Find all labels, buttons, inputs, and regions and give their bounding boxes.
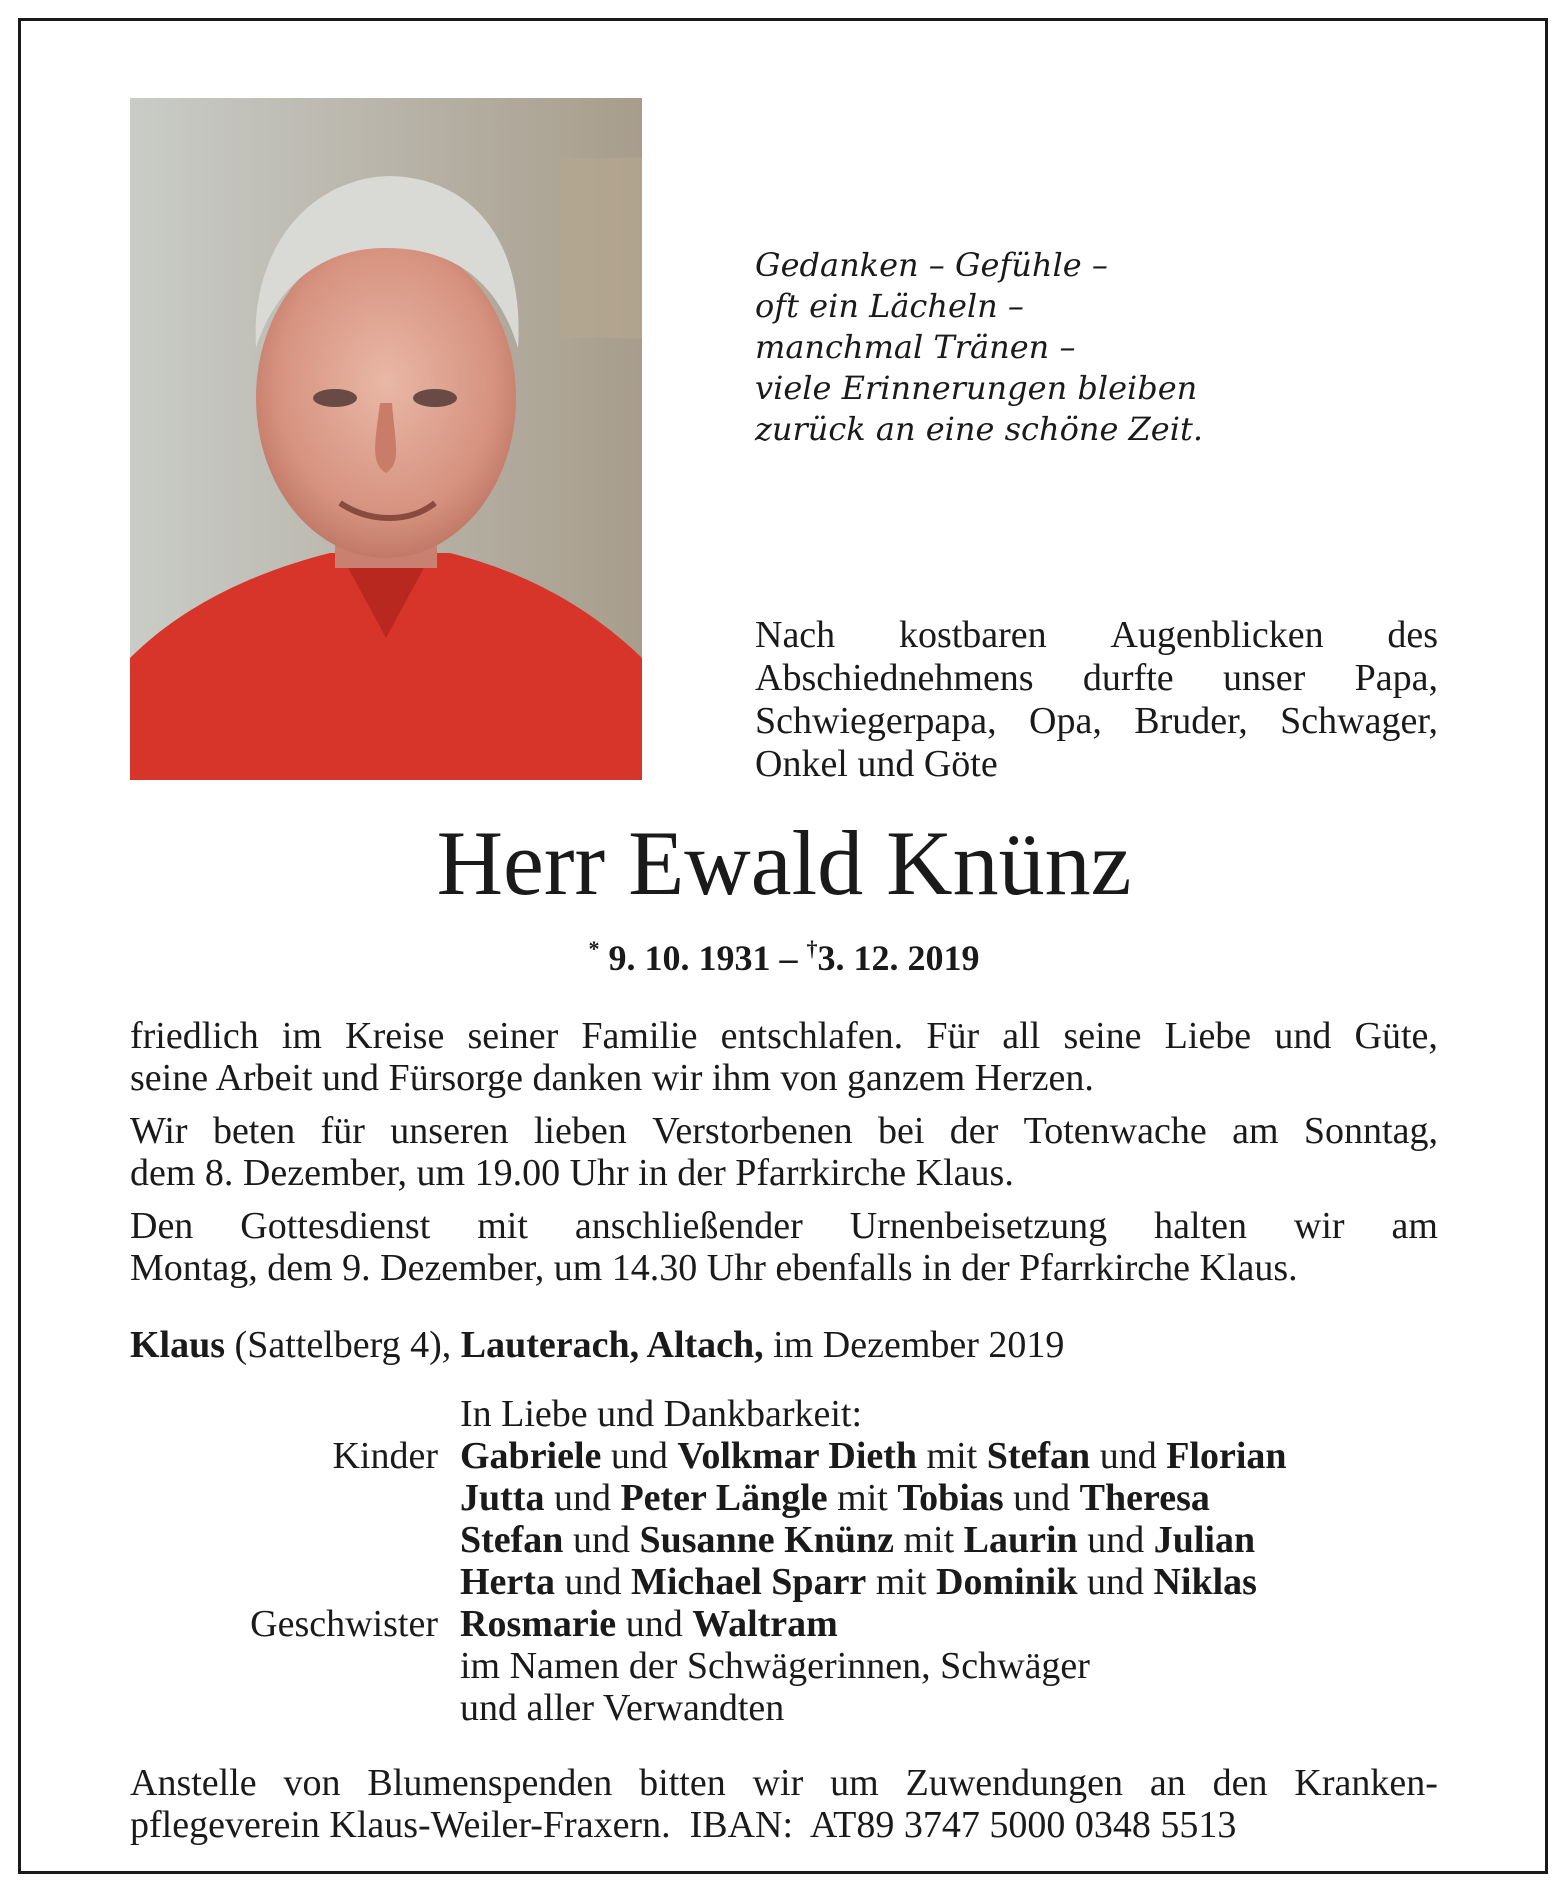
word: seiner	[467, 1015, 559, 1057]
kinder-line	[460, 1477, 1210, 1519]
connector-text: und	[1090, 1435, 1167, 1477]
word: entschlafen.	[720, 1015, 904, 1057]
connector-text: und	[544, 1477, 621, 1519]
poem-line: Gedanken – Gefühle –	[755, 246, 1108, 284]
word: Gottesdienst	[240, 1205, 431, 1247]
word: Opa,	[1029, 700, 1102, 742]
connector-text: mit	[866, 1561, 936, 1603]
word: Urnenbeisetzung	[849, 1205, 1108, 1247]
intro-line	[755, 657, 1438, 700]
poem-line: zurück an eine schöne Zeit.	[755, 410, 1203, 448]
death-date: 3. 12. 2019	[817, 938, 980, 978]
closing-line: im Namen der Schwägerinnen, Schwäger	[460, 1645, 1090, 1687]
signers-heading: In Liebe und Dankbarkeit:	[460, 1393, 863, 1435]
word: um	[830, 1762, 879, 1804]
empty-label	[130, 1687, 460, 1729]
connector-text: mit	[827, 1477, 898, 1519]
word: unser	[1222, 657, 1306, 699]
person-name: Herta	[460, 1561, 555, 1603]
poem-line: oft ein Lächeln –	[755, 287, 1024, 325]
word: bei	[877, 1110, 925, 1152]
text-line: seine Arbeit und Fürsorge danken wir ihm von ganzem Herzen.	[130, 1057, 1094, 1099]
word: mit	[477, 1205, 528, 1247]
word: am	[1391, 1205, 1438, 1247]
person-name: Jutta	[460, 1477, 545, 1519]
donation-note	[130, 1762, 1438, 1846]
connector-text: mit	[917, 1435, 987, 1477]
word: der	[949, 1110, 999, 1152]
paragraph-service	[130, 1205, 1438, 1289]
person-name: Laurin	[963, 1519, 1078, 1561]
word: anschließender	[574, 1205, 803, 1247]
text-line	[130, 1762, 1438, 1804]
person-name: Gabriele	[460, 1435, 602, 1477]
text-line	[130, 1110, 1438, 1152]
closing-row	[130, 1687, 1440, 1729]
word: seine	[1063, 1015, 1142, 1057]
word: des	[1387, 614, 1438, 656]
date-separator: –	[779, 938, 798, 978]
word: für	[320, 1110, 365, 1152]
word: Verstorbenen	[652, 1110, 853, 1152]
word: wir	[1293, 1205, 1345, 1247]
text-line	[130, 1015, 1438, 1057]
empty-label	[130, 1477, 460, 1519]
place-address: (Sattelberg 4),	[225, 1324, 461, 1366]
word: Den	[130, 1205, 194, 1247]
kinder-line	[460, 1561, 1257, 1603]
place-date: im Dezember 2019	[763, 1324, 1065, 1366]
connector-text: und	[554, 1561, 631, 1603]
word: Bruder,	[1134, 700, 1248, 742]
portrait-photo	[130, 98, 642, 780]
person-name: Stefan	[986, 1435, 1091, 1477]
word: beten	[212, 1110, 296, 1152]
word: friedlich	[130, 1015, 259, 1057]
word: Schwiegerpapa,	[755, 700, 997, 742]
person-name: Rosmarie	[460, 1603, 617, 1645]
poem-line: viele Erinnerungen bleiben	[755, 369, 1198, 407]
word: Güte,	[1354, 1015, 1438, 1057]
closing-row	[130, 1645, 1440, 1687]
word: Zuwendungen	[905, 1762, 1123, 1804]
poem	[755, 245, 1315, 450]
word: Liebe	[1164, 1015, 1252, 1057]
empty-label	[130, 1561, 460, 1603]
life-dates	[0, 936, 1568, 979]
kinder-label: Kinder	[332, 1435, 438, 1477]
word: Familie	[581, 1015, 698, 1057]
kinder-line	[460, 1519, 1255, 1561]
poem-line: manchmal Tränen –	[755, 328, 1076, 366]
word: bitten	[639, 1762, 726, 1804]
person-name: Dominik	[936, 1561, 1078, 1603]
person-name: Waltram	[692, 1603, 838, 1645]
word: im	[281, 1015, 322, 1057]
word: Für	[926, 1015, 980, 1057]
word: unseren	[390, 1110, 509, 1152]
word: Sonntag,	[1303, 1110, 1438, 1152]
word: wir	[752, 1762, 804, 1804]
intro-line	[755, 700, 1438, 743]
word: lieben	[533, 1110, 627, 1152]
person-name: Tobias	[897, 1477, 1004, 1519]
intro-line: Onkel und Göte	[755, 743, 998, 785]
paragraph-vigil	[130, 1110, 1438, 1194]
word: durfte	[1082, 657, 1174, 699]
kinder-row	[130, 1435, 1440, 1477]
word: am	[1232, 1110, 1279, 1152]
connector-text: und	[1003, 1477, 1080, 1519]
signers-heading-row	[130, 1393, 1440, 1435]
connector-text: und	[1077, 1561, 1154, 1603]
place-town: Klaus	[130, 1324, 226, 1366]
word: an	[1149, 1762, 1186, 1804]
word: all	[1002, 1015, 1041, 1057]
person-name: Niklas	[1153, 1561, 1257, 1603]
connector-text: und	[563, 1519, 640, 1561]
word: Papa,	[1354, 657, 1438, 699]
closing-line: und aller Verwandten	[460, 1687, 785, 1729]
person-name: Florian	[1166, 1435, 1287, 1477]
word: kostbaren	[898, 614, 1047, 656]
connector-text: und	[616, 1603, 693, 1645]
birth-symbol: *	[588, 936, 600, 961]
death-symbol: †	[806, 936, 818, 961]
word: Anstelle	[130, 1762, 257, 1804]
birth-date: 9. 10. 1931	[608, 938, 771, 978]
text-line: dem 8. Dezember, um 19.00 Uhr in der Pfarrkirche Klaus.	[130, 1152, 1014, 1194]
person-name: Julian	[1153, 1519, 1256, 1561]
person-name: Volkmar Dieth	[677, 1435, 918, 1477]
intro-line	[755, 614, 1438, 657]
paragraph-passed-away	[130, 1015, 1438, 1099]
word: und	[1274, 1015, 1332, 1057]
word: Totenwache	[1023, 1110, 1207, 1152]
connector-text: mit	[893, 1519, 964, 1561]
word: Kranken-	[1294, 1762, 1438, 1804]
geschwister-label: Geschwister	[250, 1603, 438, 1645]
empty-label	[130, 1393, 460, 1435]
connector-text: und	[1077, 1519, 1154, 1561]
person-name: Peter Längle	[620, 1477, 828, 1519]
kinder-row	[130, 1561, 1440, 1603]
word: von	[283, 1762, 341, 1804]
place-others: Lauterach, Altach,	[460, 1324, 764, 1366]
text-line: Montag, dem 9. Dezember, um 14.30 Uhr ebenfalls in der Pfarrkirche Klaus.	[130, 1247, 1298, 1289]
empty-label	[130, 1519, 460, 1561]
connector-text: und	[601, 1435, 678, 1477]
person-name: Susanne Knünz	[639, 1519, 894, 1561]
text-line: pflegeverein Klaus-Weiler-Fraxern. IBAN: AT89 3747 5000 0348 5513	[130, 1804, 1237, 1846]
word: den	[1212, 1762, 1268, 1804]
deceased-name: Herr Ewald Knünz	[436, 812, 1132, 914]
kinder-line	[460, 1435, 1287, 1477]
person-name: Theresa	[1079, 1477, 1210, 1519]
word: halten	[1154, 1205, 1247, 1247]
signers	[130, 1393, 1440, 1729]
kinder-row	[130, 1477, 1440, 1519]
person-name: Stefan	[460, 1519, 564, 1561]
person-name: Michael Sparr	[630, 1561, 867, 1603]
place-and-date	[130, 1323, 1064, 1367]
word: Augenblicken	[1110, 614, 1324, 656]
word: Kreise	[345, 1015, 445, 1057]
geschwister-row	[130, 1603, 1440, 1645]
text-line	[130, 1205, 1438, 1247]
empty-label	[130, 1645, 460, 1687]
word: Blumenspenden	[367, 1762, 613, 1804]
word: Abschiednehmens	[755, 657, 1034, 699]
intro-text	[755, 614, 1438, 786]
word: Wir	[130, 1110, 188, 1152]
word: Schwager,	[1280, 700, 1438, 742]
word: Nach	[755, 614, 836, 656]
geschwister-line	[460, 1603, 838, 1645]
kinder-row	[130, 1519, 1440, 1561]
